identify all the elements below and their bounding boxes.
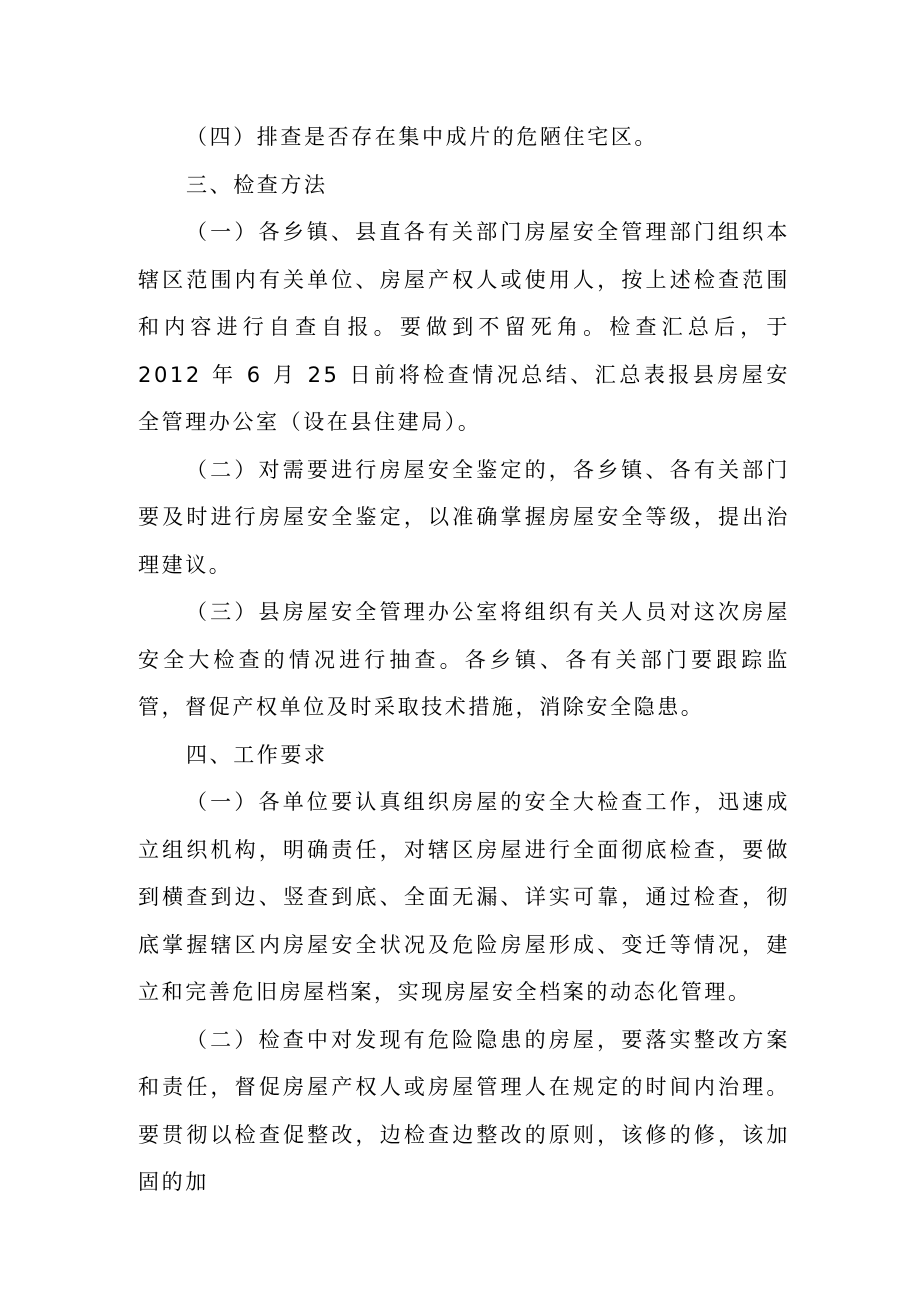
paragraph-method-2: （二）对需要进行房屋安全鉴定的，各乡镇、各有关部门要及时进行房屋安全鉴定，以准确掌握房屋安全等级，提出治理建议。 <box>138 457 790 577</box>
paragraph-requirement-1: （一）各单位要认真组织房屋的安全大检查工作，迅速成立组织机构，明确责任，对辖区房屋进行全面彻底检查，要做到横查到边、竖查到底、全面无漏、详实可靠，通过检查，彻底掌握辖区内房屋安全状况及危险房屋形成、变迁等情况，建立和完善危旧房屋档案，实现房屋安全档案的动态化管理。 <box>138 790 790 1004</box>
paragraph-method-3: （三）县房屋安全管理办公室将组织有关人员对这次房屋安全大检查的情况进行抽查。各乡镇、各有关部门要跟踪监管，督促产权单位及时采取技术措施，消除安全隐患。 <box>138 600 790 719</box>
section-heading-4: 四、工作要求 <box>186 742 328 767</box>
paragraph-item-4: （四）排查是否存在集中成片的危陋住宅区。 <box>186 125 658 149</box>
paragraph-method-1: （一）各乡镇、县直各有关部门房屋安全管理部门组织本辖区范围内有关单位、房屋产权人或使用人，按上述检查范围和内容进行自查自报。要做到不留死角。检查汇总后，于 2012 年 6 月 25 日前将检查情况总结、汇总表报县房屋安全管理办公室（设在县住建局）。 <box>138 220 790 434</box>
document-body <box>138 114 790 1207</box>
section-heading-3: 三、检查方法 <box>186 172 328 197</box>
paragraph-requirement-2: （二）检查中对发现有危险隐患的房屋，要落实整改方案和责任，督促房屋产权人或房屋管理人在规定的时间内治理。要贯彻以检查促整改，边检查边整改的原则，该修的修，该加固的加 <box>138 1027 790 1194</box>
